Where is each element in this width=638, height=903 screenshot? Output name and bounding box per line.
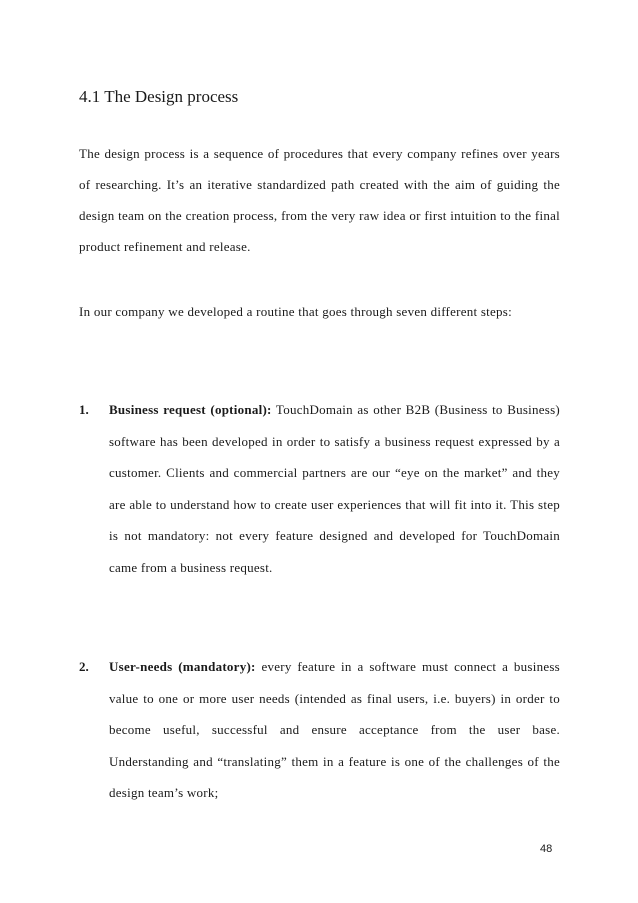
list-item-term: Business request (optional): [109,402,272,417]
list-item-number: 1. [79,402,89,417]
list-item-number: 2. [79,659,89,674]
list-item-text: TouchDomain as other B2B (Business to Business) software has been developed in order to satisfy a business request expressed by a customer. Clients and commercial partners are our “eye on the market” and they are able to understand how to create user experiences that will fit into it. This step is not mandatory: not every feature designed and developed for TouchDomain came from a business request. [109,402,561,575]
list-item-term: User-needs (mandatory): [109,659,256,674]
list-item-body [109,651,560,809]
list-item-text: every feature in a software must connect a business value to one or more user needs (intended as final users, i.e. buyers) in order to become useful, successful and ensure acceptance from the user base. Understanding and “translating” them in a feature is one of the challenges of the design team’s work; [109,659,560,800]
list-item-body [109,394,560,583]
page-number: 48 [540,843,553,855]
section-heading: 4.1 The Design process [79,87,239,106]
steps-intro-paragraph: In our company we developed a routine that goes through seven different steps: [79,304,512,319]
intro-paragraph: The design process is a sequence of procedures that every company refines over years of researching. It’s an iterative standardized path created with the aim of guiding the design team on the creation process, from the very raw idea or first intuition to the final product refinement and release. [79,146,560,254]
